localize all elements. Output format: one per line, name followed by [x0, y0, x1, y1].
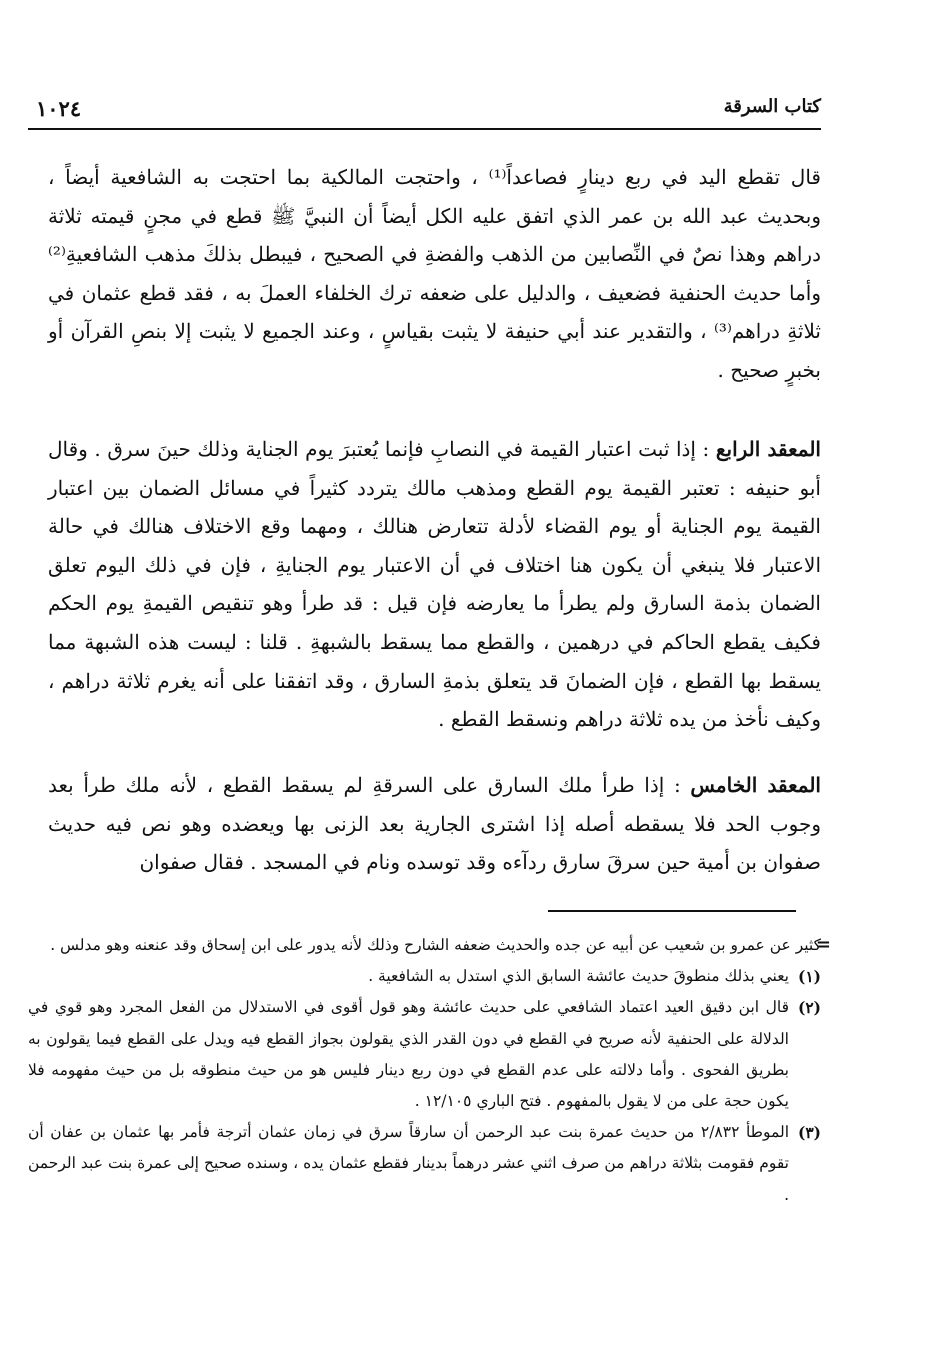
footnote-3	[28, 1117, 821, 1211]
footnote-continuation: كثير عن عمرو بن شعيب عن أبيه عن جده والحديث ضعفه الشارح وذلك لأنه يدور على ابن إسحاق وقد عنعنه وهو مدلس .	[50, 936, 821, 954]
footnote-rule	[548, 910, 796, 912]
footnote-2-number: (٢)	[797, 998, 821, 1018]
footnote-3-text: الموطأ ٢/٨٣٢ من حديث عمرة بنت عبد الرحمن أن سارقاً سرق في زمان عثمان أترجة فأمر بها عثمان بن عفان أن تقوم فقومت بثلاثة دراهم من صرف اثني عشر درهماً بدينار فقطع عثمان يده ، وسنده صحيح إلى عمرة بنت عبد الرحمن .	[28, 1123, 790, 1204]
footnote-1	[28, 961, 821, 992]
footnotes	[28, 930, 821, 1211]
paragraph-2	[48, 430, 821, 739]
book-title: كتاب السرقة	[723, 96, 821, 117]
paragraph-2-text: : إذا ثبت اعتبار القيمة في النصابِ فإنما يُعتبرَ يوم الجناية وذلك حينَ سرق . وقال أبو حنيفه : تعتبر القيمة يوم القطع ومذهب مالك يتردد كثيراً في مسائل الضمان بين اعتبار القيمة يوم الجناية أو يوم القضاء لأدلة تتعارض هنالك ، ومهما وقع الاختلاف هنالك في حالة الاعتبار فلا ينبغي أن يكون هنا اختلاف في أن الاعتبار يوم الجنايةِ ، فإن في ذلك اليوم تعلق الضمان بذمة السارق ولم يطرأ ما يعارضه فإن قيل : قد طرأ وهو تنقيص القيمةِ يوم الحكم فكيف يقطع الحاكم في درهمين ، والقطع مما يسقط بالشبهةِ . قلنا : ليست هذه الشبهة مما يسقط بها القطع ، فإن الضمانَ قد يتعلق بذمةِ السارق ، وقد اتفقنا على أنه يغرم ثلاثة دراهم ، وكيف نأخذ من يده ثلاثة دراهم ونسقط القطع .	[48, 437, 821, 732]
footnote-1-number: (١)	[797, 967, 821, 987]
page-number: ١٠٢٤	[36, 96, 82, 121]
paragraph-3-lead: المعقد الخامس	[690, 773, 821, 797]
paragraph-3	[48, 766, 821, 882]
footnote-2-text: قال ابن دقيق العيد اعتماد الشافعي على حديث عائشة وهو قول أقوى في الاستدلال من الفعل المجرد وهو قوي في الدلالة على الحنفية لأنه صريح في القطع في دون القدر الذي يقولون بجواز القطع فيه ويدل على القطع فيما يقولون به بطريق الفحوى . وأما دلالته على عدم القطع في دون ربع دينار فليس هو من حيث منطوقه بل من حيث مفهومه فلا يكون حجة على من لا يقول بالمفهوم . فتح الباري ١٢/١٠٥ .	[28, 998, 789, 1111]
header-rule	[28, 128, 821, 130]
page-header	[28, 96, 821, 122]
footnote-continuation-mark: =	[815, 934, 831, 955]
paragraph-1: قال تقطع اليد في ربع دينارٍ فصاعداً⁽¹⁾ ، واحتجت المالكية بما احتجت به الشافعية أيضاً ، وبحديث عبد الله بن عمر الذي اتفق عليه الكل أيضاً أن النبيَّ ﷺ قطع في مجنٍ قيمته ثلاثة دراهم وهذا نصٌ في النِّصابين من الذهب والفضةِ في الصحيح ، فيبطل بذلكَ مذهب الشافعيةِ⁽²⁾ وأما حديث الحنفية فضعيف ، والدليل على ضعفه ترك الخلفاء العملَ به ، فقد قطع عثمان في ثلاثةِ دراهم⁽³⁾ ، والتقدير عند أبي حنيفة لا يثبت بقياسٍ ، وعند الجميع لا يثبت إلا بنصِ القرآن أو بخبرٍ صحيح .	[48, 165, 821, 382]
paragraph-2-lead: المعقد الرابع	[715, 437, 821, 461]
footnote-1-text: يعني بذلك منطوقَ حديث عائشة السابق الذي استدل به الشافعية .	[368, 967, 789, 986]
footnote-3-number: (٣)	[797, 1123, 821, 1143]
paragraph-3-text: : إذا طرأ ملك السارق على السرقةِ لم يسقط القطع ، لأنه ملك طرأ بعد وجوب الحد فلا يسقطه أصله إذا اشترى الجارية بعد الزنى بها ويعضده وهو نص فيه حديث صفوان بن أمية حين سرقَ سارق ردآءه وقد توسده ونام في المسجد . فقال صفوان	[48, 773, 821, 875]
footnote-2	[28, 992, 821, 1117]
main-text	[48, 158, 821, 875]
